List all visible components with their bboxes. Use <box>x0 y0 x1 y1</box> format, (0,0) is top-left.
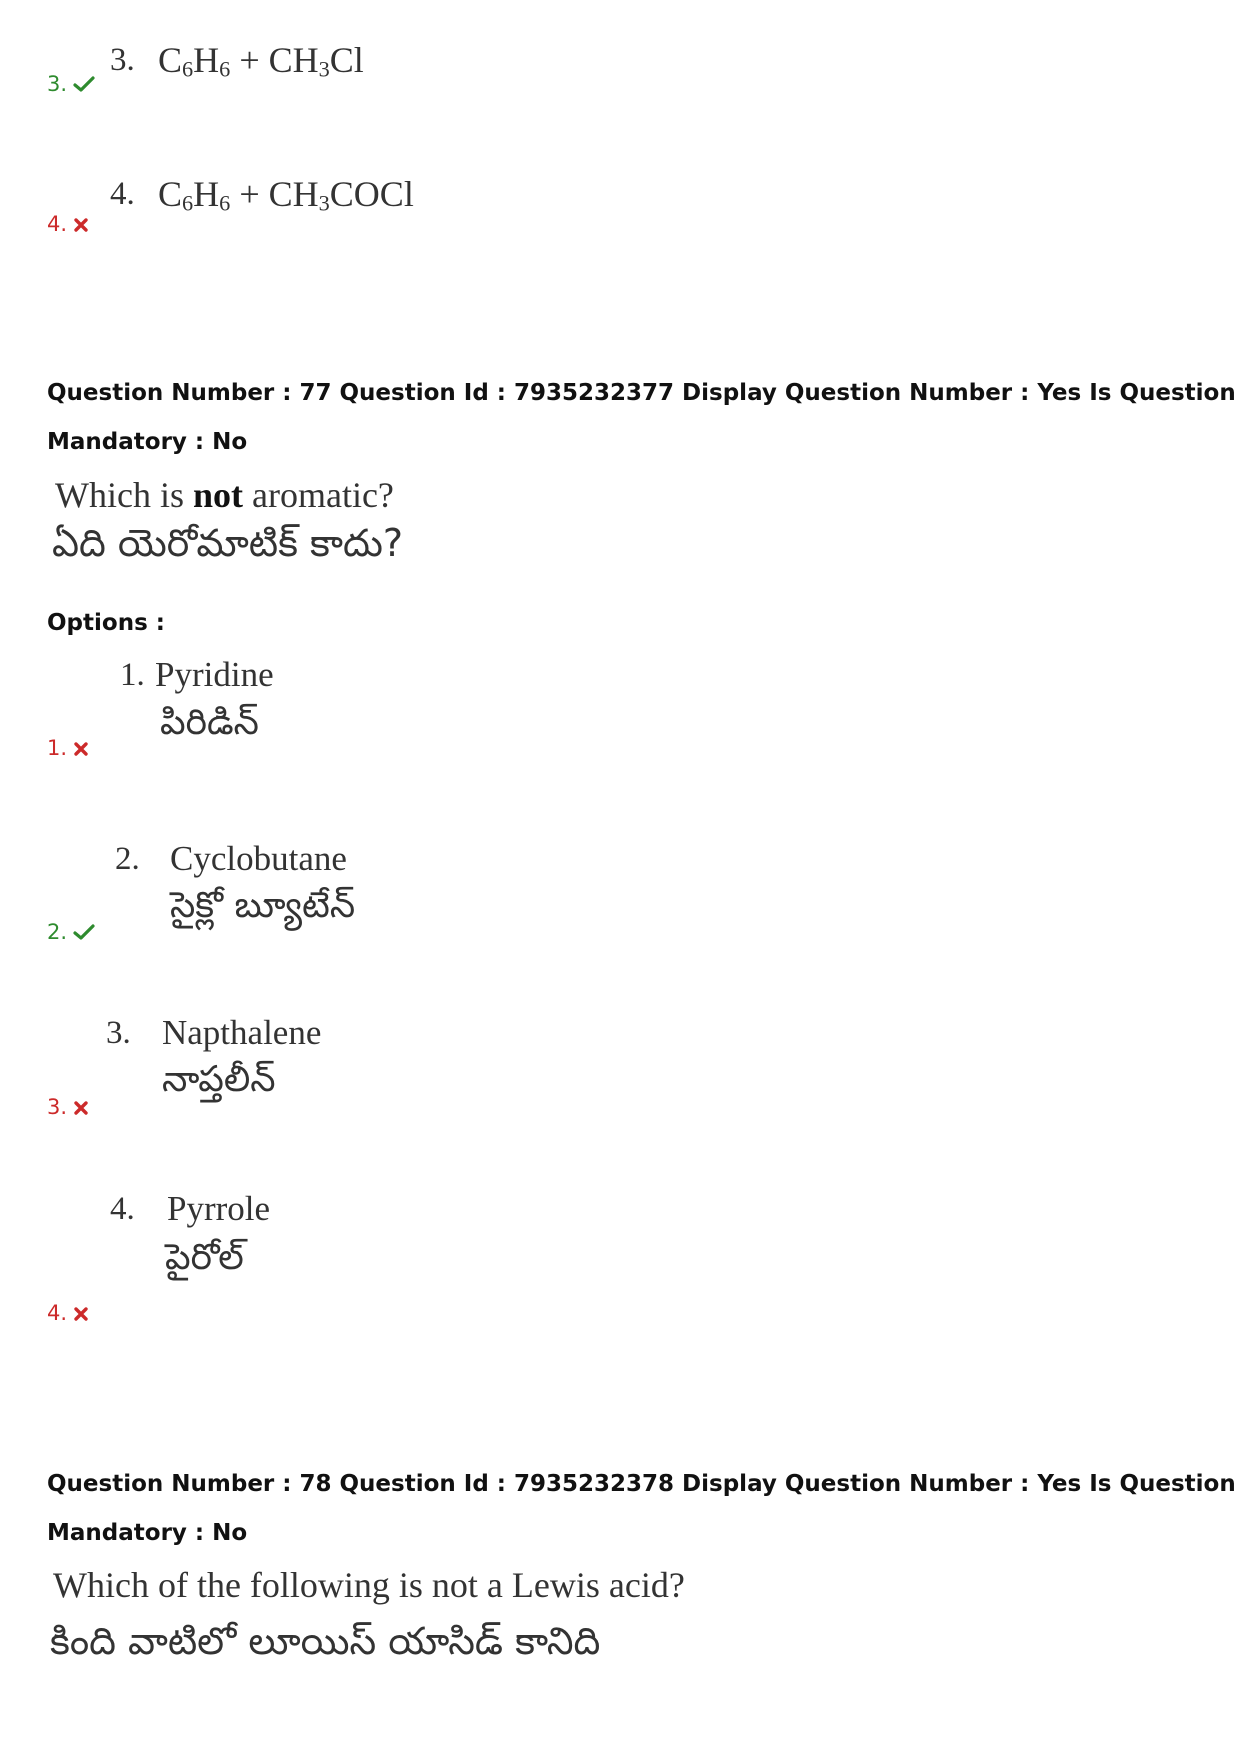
q78-question-text-en: Which of the following is not a Lewis acid? <box>53 1565 685 1605</box>
cross-icon <box>73 1100 89 1116</box>
q77-option-4-text-te: పైరోల్ <box>165 1237 244 1278</box>
check-icon <box>73 923 95 941</box>
q77-option-3-number: 3. <box>106 1015 131 1051</box>
q77-option-3-text-en: Napthalene <box>162 1013 322 1052</box>
q77-option-2-number: 2. <box>115 841 140 877</box>
check-icon <box>73 75 95 93</box>
q77-option-2-marker: 2. <box>47 922 95 943</box>
cross-icon <box>73 217 89 233</box>
q77-question-text-en: Which is not aromatic? <box>55 475 394 515</box>
q78-meta-line-1: Question Number : 78 Question Id : 7935232378 Display Question Number : Yes Is Question <box>47 1471 1236 1497</box>
q77-option-3-text-te: నాప్తలీన్ <box>162 1059 276 1100</box>
q77-options-label: Options : <box>47 610 165 636</box>
prev-option-4-marker: 4. <box>47 214 89 235</box>
prev-option-3-number: 3. <box>110 42 135 78</box>
q77-option-1-text-en: Pyridine <box>155 655 274 694</box>
q77-option-2-text-en: Cyclobutane <box>170 839 347 878</box>
prev-option-4-number: 4. <box>110 176 135 212</box>
prev-option-3-marker: 3. <box>47 74 95 95</box>
q77-option-1-number: 1. <box>120 657 145 693</box>
prev-option-4-formula: $C_6H_6$ + $CH_3COCl$ <box>158 174 414 216</box>
q77-option-4-marker: 4. <box>47 1303 89 1324</box>
q77-meta-line-2: Mandatory : No <box>47 429 248 455</box>
q77-option-4-number: 4. <box>110 1191 135 1227</box>
q78-meta-line-2: Mandatory : No <box>47 1520 248 1546</box>
q77-option-2-text-te: సైక్లో బ్యూటేన్ <box>170 885 356 926</box>
q77-option-1-text-te: పిరిడిన్ <box>160 702 259 743</box>
cross-icon <box>73 741 89 757</box>
q77-option-4-text-en: Pyrrole <box>167 1189 271 1228</box>
q77-meta-line-1: Question Number : 77 Question Id : 7935232377 Display Question Number : Yes Is Question <box>47 380 1236 406</box>
cross-icon <box>73 1306 89 1322</box>
q77-option-1-marker: 1. <box>47 738 89 759</box>
prev-option-3-formula: $C_6H_6 + CH_3Cl$ <box>158 40 364 82</box>
q78-question-text-te: కింది వాటిలో లూయిస్ యాసిడ్ కానిది <box>50 1619 601 1663</box>
q77-question-text-te: ఏది యెరోమాటిక్ కాదు? <box>52 521 404 565</box>
q77-option-3-marker: 3. <box>47 1097 89 1118</box>
